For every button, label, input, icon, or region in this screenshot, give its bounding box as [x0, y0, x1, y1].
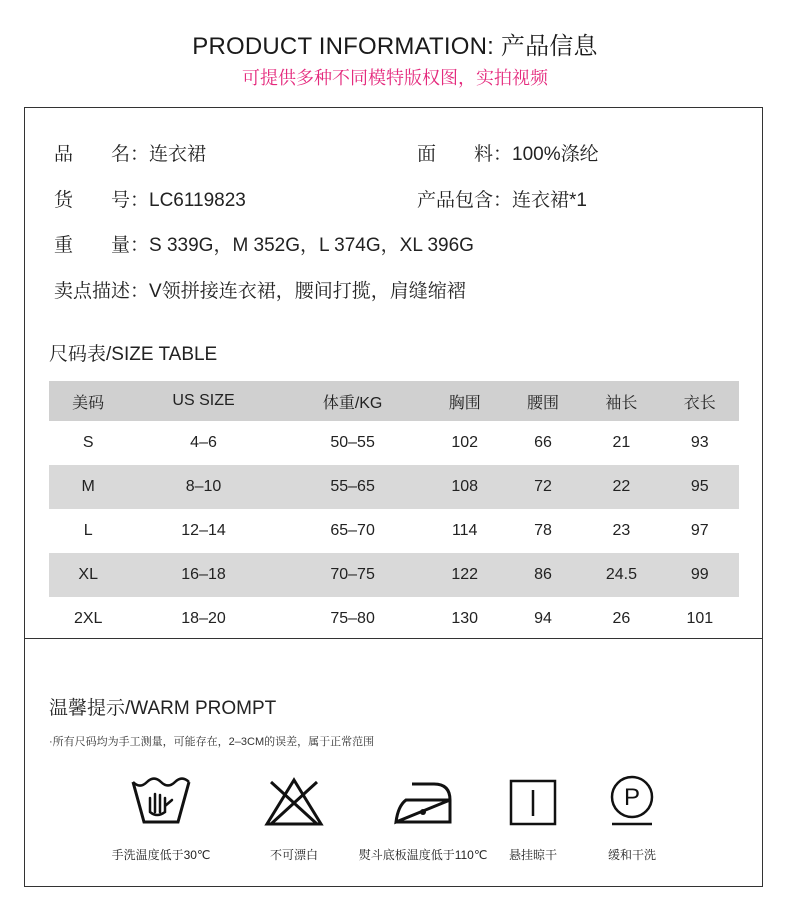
info-sku-value: LC6119823	[149, 190, 246, 211]
care-label: 手洗温度低于30℃	[111, 848, 211, 862]
column-header: 衣长	[661, 381, 739, 421]
table-cell: 95	[661, 465, 739, 509]
page-subtitle: 可提供多种不同模特版权图，实拍视频	[242, 68, 548, 88]
table-cell: 101	[686, 610, 714, 627]
info-weight-label: 重 量：	[54, 235, 150, 256]
care-label: 悬挂晾干	[508, 848, 557, 862]
care-label: 缓和干洗	[607, 848, 656, 862]
table-cell: 94	[534, 610, 552, 627]
table-cell: 4–6	[190, 434, 217, 451]
info-selling	[54, 276, 466, 303]
measurement-note: ·所有尺码均为手工测量，可能存在，2–3CM的误差，属于正常范围	[49, 736, 375, 748]
info-package	[417, 185, 587, 212]
table-cell: 23	[612, 522, 631, 539]
hand-wash-icon	[130, 776, 192, 828]
table-row	[49, 465, 739, 509]
section-divider	[25, 638, 762, 639]
table-cell: 18–20	[181, 610, 226, 627]
table-cell: 78	[534, 522, 552, 539]
table-cell: 86	[504, 553, 582, 597]
column-header: 美码	[49, 381, 127, 421]
table-cell: M	[49, 465, 127, 509]
info-panel	[24, 107, 763, 887]
care-label: 不可漂白	[269, 848, 318, 862]
table-cell: 24.5	[582, 553, 660, 597]
table-cell: 99	[661, 553, 739, 597]
info-material-value: 100%涤纶	[512, 144, 599, 165]
column-header: US SIZE	[127, 381, 279, 421]
info-name-value: 连衣裙	[149, 144, 207, 165]
table-cell: 130	[451, 610, 479, 627]
table-row	[49, 509, 739, 553]
info-weight-value: S 339G，M 352G，L 374G，XL 396G	[149, 235, 474, 256]
info-material-label: 面 料：	[417, 144, 513, 165]
table-row	[49, 597, 739, 641]
svg-text:P: P	[623, 784, 641, 811]
table-cell: 22	[582, 465, 660, 509]
column-header: 袖长	[582, 381, 660, 421]
care-item	[491, 776, 575, 863]
info-material	[417, 139, 599, 166]
info-name	[54, 139, 206, 166]
care-item	[95, 776, 227, 863]
column-header: 胸围	[426, 381, 504, 421]
page-title: PRODUCT INFORMATION: 产品信息	[192, 33, 598, 60]
table-cell: 12–14	[181, 522, 226, 539]
care-item	[338, 776, 508, 863]
table-cell: 114	[451, 522, 478, 539]
table-cell: 50–55	[330, 434, 375, 451]
care-label: 熨斗底板温度低于110℃	[358, 848, 488, 862]
table-row	[49, 421, 739, 465]
table-cell: 102	[451, 434, 479, 451]
column-header: 腰围	[504, 381, 582, 421]
table-cell: 65–70	[330, 522, 375, 539]
size-table-header	[49, 381, 739, 421]
care-item	[592, 772, 672, 863]
table-cell: S	[82, 434, 94, 451]
table-cell: 75–80	[330, 610, 375, 627]
info-package-label: 产品包含：	[417, 190, 513, 211]
table-cell: 122	[426, 553, 504, 597]
table-cell: 70–75	[280, 553, 426, 597]
iron-icon	[392, 776, 454, 828]
care-item	[234, 776, 354, 863]
info-name-label: 品 名：	[54, 144, 150, 165]
table-cell: 8–10	[127, 465, 279, 509]
size-table	[49, 381, 739, 641]
table-cell: 72	[504, 465, 582, 509]
size-table-title: 尺码表/SIZE TABLE	[49, 344, 218, 365]
no-bleach-icon	[263, 776, 325, 828]
table-cell: 97	[690, 522, 709, 539]
table-cell: 66	[534, 434, 552, 451]
table-cell: 21	[612, 434, 631, 451]
table-cell: 26	[612, 610, 631, 627]
table-cell: XL	[49, 553, 127, 597]
table-cell: 108	[426, 465, 504, 509]
column-header: 体重/KG	[280, 381, 426, 421]
table-cell: 55–65	[280, 465, 426, 509]
warm-prompt-title: 温馨提示/WARM PROMPT	[49, 698, 277, 719]
table-cell: 93	[690, 434, 709, 451]
info-package-value: 连衣裙*1	[512, 190, 587, 211]
hang-dry-icon	[502, 776, 564, 828]
table-cell: L	[83, 522, 93, 539]
info-selling-label: 卖点描述：	[54, 281, 150, 302]
table-cell: 2XL	[73, 610, 103, 627]
info-selling-value: V领拼接连衣裙，腰间打揽，肩缝缩褶	[149, 281, 466, 302]
info-sku	[54, 185, 246, 212]
table-cell: 16–18	[127, 553, 279, 597]
info-sku-label: 货 号：	[54, 190, 150, 211]
dry-clean-p-icon	[601, 772, 663, 828]
info-weight	[54, 230, 474, 257]
table-row	[49, 553, 739, 597]
